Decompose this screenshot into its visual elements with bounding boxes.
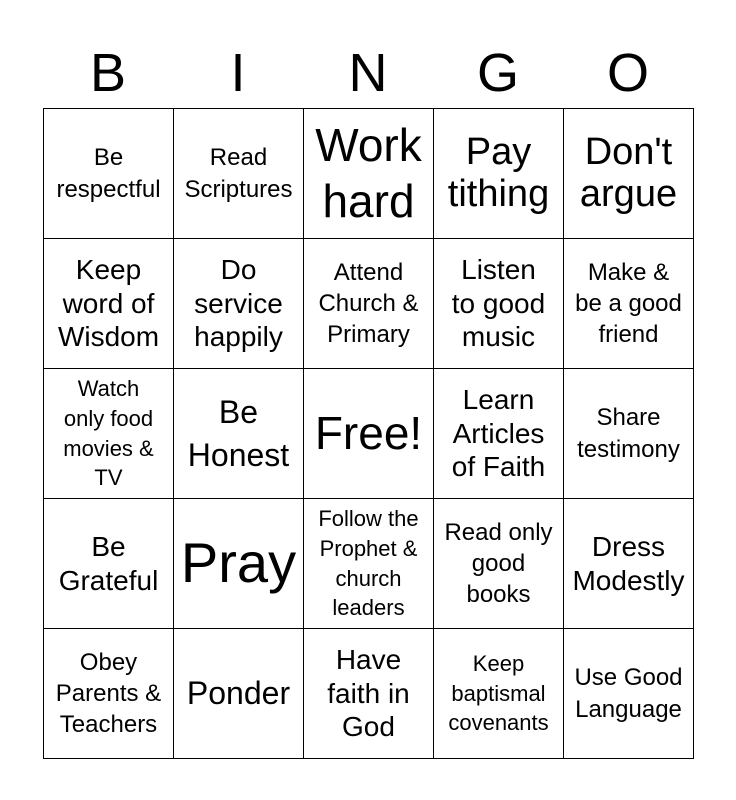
bingo-cell[interactable] — [174, 239, 304, 369]
cell-text: Make & be a good friend — [575, 258, 682, 349]
cell-text: Work hard — [315, 119, 422, 227]
bingo-cell[interactable] — [174, 499, 304, 629]
cell-text: Learn Articles of Faith — [451, 384, 546, 483]
header-letter-n: N — [348, 43, 388, 103]
cell-text: Have faith in God — [327, 644, 410, 743]
bingo-cell[interactable] — [564, 369, 694, 499]
bingo-cell[interactable] — [304, 239, 434, 369]
cell-text: Obey Parents & Teachers — [55, 648, 162, 739]
bingo-cell[interactable] — [434, 369, 564, 499]
bingo-cell[interactable] — [564, 499, 694, 629]
cell-text: Pay tithing — [447, 130, 550, 215]
cell-text: Don't argue — [579, 130, 678, 215]
bingo-cell[interactable] — [564, 629, 694, 759]
cell-text: Keep baptismal covenants — [448, 650, 549, 736]
bingo-cell[interactable] — [304, 109, 434, 239]
cell-text: Be Honest — [187, 394, 290, 473]
cell-text: Read only good books — [444, 518, 553, 609]
bingo-cell[interactable] — [434, 239, 564, 369]
cell-text: Watch only food movies & TV — [63, 376, 154, 491]
bingo-cell[interactable] — [44, 499, 174, 629]
bingo-cell[interactable] — [174, 369, 304, 499]
bingo-cell[interactable] — [304, 629, 434, 759]
bingo-cell[interactable] — [44, 239, 174, 369]
bingo-cell[interactable] — [564, 239, 694, 369]
cell-text: Keep word of Wisdom — [57, 254, 160, 353]
bingo-cell[interactable] — [44, 369, 174, 499]
bingo-cell[interactable] — [564, 109, 694, 239]
bingo-cell[interactable] — [434, 629, 564, 759]
bingo-cell[interactable] — [174, 109, 304, 239]
cell-text: Listen to good music — [451, 254, 546, 353]
cell-text: Attend Church & Primary — [318, 258, 419, 349]
cell-text: Free! — [314, 406, 423, 459]
header-letter-i: I — [230, 43, 246, 103]
cell-text: Pray — [180, 531, 297, 595]
header-letter-o: O — [606, 43, 649, 103]
bingo-cell[interactable] — [434, 109, 564, 239]
cell-text: Read Scriptures — [184, 144, 293, 203]
bingo-cell[interactable] — [44, 629, 174, 759]
cell-text: Ponder — [186, 675, 291, 712]
cell-text: Be Grateful — [58, 530, 159, 596]
cell-text: Share testimony — [577, 404, 680, 463]
bingo-cell[interactable] — [304, 499, 434, 629]
bingo-header — [43, 38, 693, 108]
cell-text: Use Good Language — [574, 664, 683, 723]
header-letter-b: B — [89, 43, 127, 103]
free-space[interactable] — [304, 369, 434, 499]
header-letter-g: G — [476, 43, 519, 103]
bingo-cell[interactable] — [434, 499, 564, 629]
cell-text: Be respectful — [56, 144, 161, 203]
cell-text: Dress Modestly — [572, 530, 685, 596]
bingo-cell[interactable] — [44, 109, 174, 239]
cell-text: Follow the Prophet & church leaders — [318, 506, 419, 621]
bingo-board — [43, 108, 694, 759]
cell-text: Do service happily — [194, 254, 283, 353]
bingo-cell[interactable] — [174, 629, 304, 759]
